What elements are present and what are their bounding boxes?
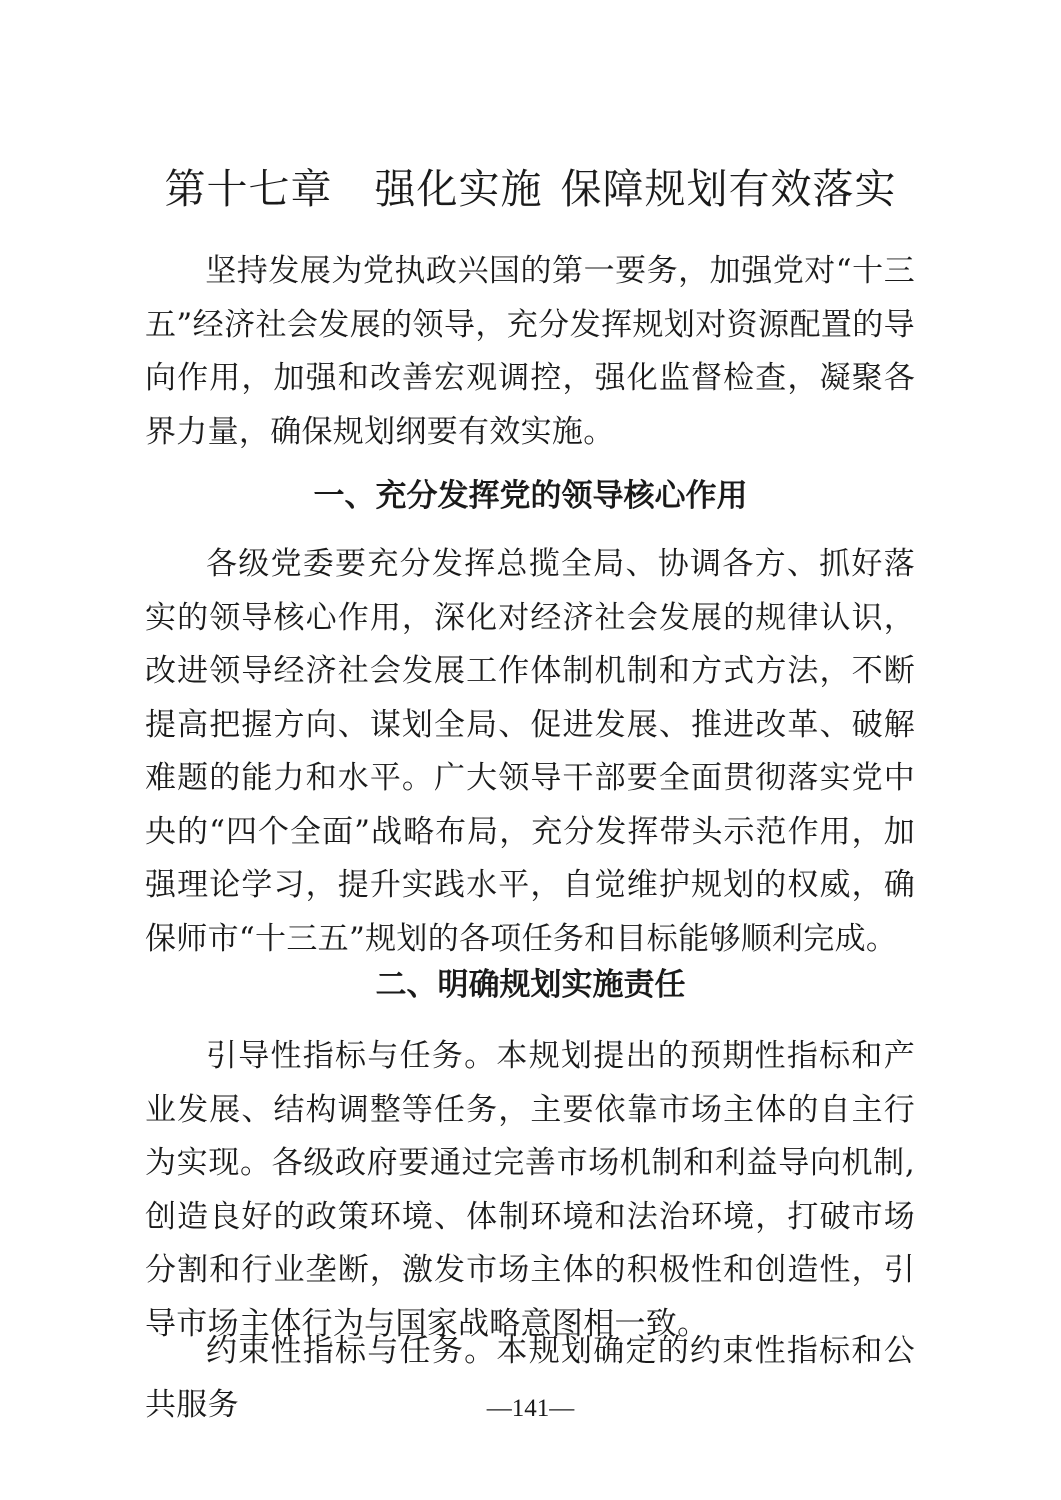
chapter-number: 第十七章: [164, 165, 333, 213]
section2-paragraph-1: [145, 1030, 915, 1351]
section1-paragraph-text: 各级党委要充分发挥总揽全局、协调各方、抓好落实的领导核心作用，深化对经济社会发展的规律认识，改进领导经济社会发展工作体制机制和方式方法，不断提高把握方向、谋划全局、促进发展、推进改革、破解难题的能力和水平。广大领导干部要全面贯彻落实党中央的“四个全面”战略布局，充分发挥带头示范作用，加强理论学习，提升实践水平，自觉维护规划的权威，确保师市“十三五”规划的各项任务和目标能够顺利完成。: [145, 546, 915, 957]
section2-para2-lead: 约束性指标与任务。: [205, 1333, 497, 1369]
section-heading-2: 二、明确规划实施责任: [375, 967, 686, 1003]
section1-paragraph: [145, 538, 915, 966]
page-number: —141—: [486, 1395, 575, 1422]
chapter-title: [0, 163, 1061, 215]
chapter-title-part2: 保障规划有效落实: [560, 165, 897, 213]
section2-para1-lead: 引导性指标与任务。: [205, 1038, 497, 1074]
section2-para1-text: 本规划提出的预期性指标和产业发展、结构调整等任务，主要依靠市场主体的自主行为实现。各级政府要通过完善市场机制和利益导向机制,创造良好的政策环境、体制环境和法治环境，打破市场分割和行业垄断，激发市场主体的积极性和创造性，引导市场主体行为与国家战略意图相一致。: [145, 1038, 915, 1342]
intro-paragraph: [145, 245, 915, 459]
section-heading-1: 一、充分发挥党的领导核心作用: [313, 478, 748, 514]
chapter-title-part1: 强化实施: [374, 165, 543, 213]
intro-paragraph-text: 坚持发展为党执政兴国的第一要务，加强党对“十三五”经济社会发展的领导，充分发挥规划对资源配置的导向作用，加强和改善宏观调控，强化监督检查，凝聚各界力量，确保规划纲要有效实施。: [145, 253, 915, 450]
section2-para2-text: 本规划确定的约束性指标和公共服务: [145, 1333, 915, 1423]
